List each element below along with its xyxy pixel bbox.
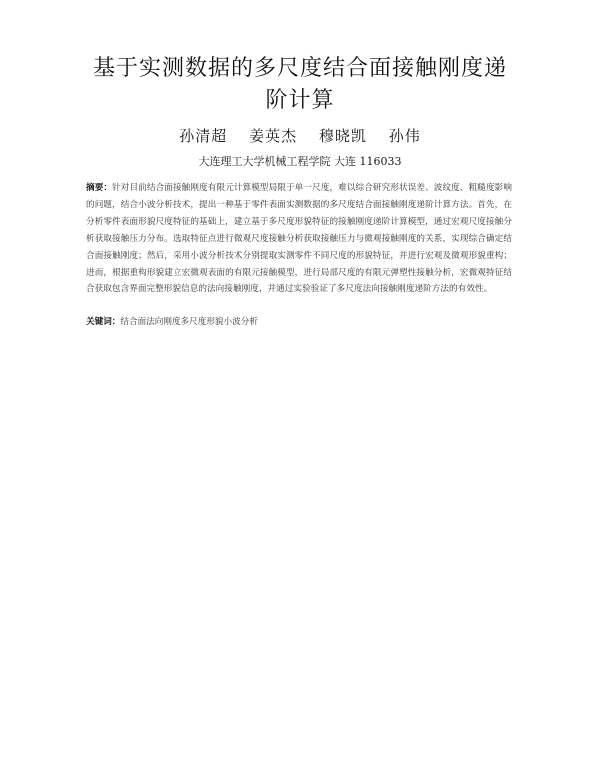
keywords-text: 结合面法向刚度多尺度形貌小波分析 (120, 317, 258, 327)
author-name: 穆晓凯 (318, 127, 367, 145)
author-name: 孙清超 (179, 127, 228, 145)
author-affiliation: 大连理工大学机械工程学院 大连 116033 (198, 155, 402, 168)
keywords-label: 关键词： (86, 317, 121, 327)
abstract-text: 针对目前结合面接触刚度有限元计算模型局限于单一尺度，难以综合研究形状误差、波纹度、粗糙度影响的问题，结合小波分析技术，提出一种基于零件表面实测数据的多尺度结合面接触刚度递阶计算方法。首先，在分析零件表面形貌尺度特征的基础上，建立基于多尺度形貌特征的接触刚度递阶计算模型，通过宏观尺度接触分析获取接触压力分布。选取特征点进行微观尺度接触分析获取接触压力与微观接触刚度的关系，实现综合确定结合面接触刚度；然后，采用小波分析技术分别提取实测零件不同尺度的形貌特征，并进行宏观及微观形貌重构；进而，根据重构形貌建立宏微观表面的有限元接触模型，进行局部尺度的有限元弹塑性接触分析，宏微观特征结合获取包含界面完整形貌信息的法向接触刚度，并通过实验验证了多尺度法向接触刚度递阶方法的有效性。 (86, 183, 512, 295)
abstract-label: 摘要： (86, 183, 113, 193)
author-name: 孙伟 (388, 127, 421, 145)
paper-title-line-1: 基于实测数据的多尺度结合面接触刚度递 (92, 55, 507, 81)
author-name: 姜英杰 (249, 127, 298, 145)
keywords-line (86, 314, 512, 330)
abstract-paragraph (86, 180, 512, 298)
author-list (0, 126, 600, 146)
paper-title-line-2: 阶计算 (265, 87, 335, 113)
paper-title (60, 53, 540, 117)
